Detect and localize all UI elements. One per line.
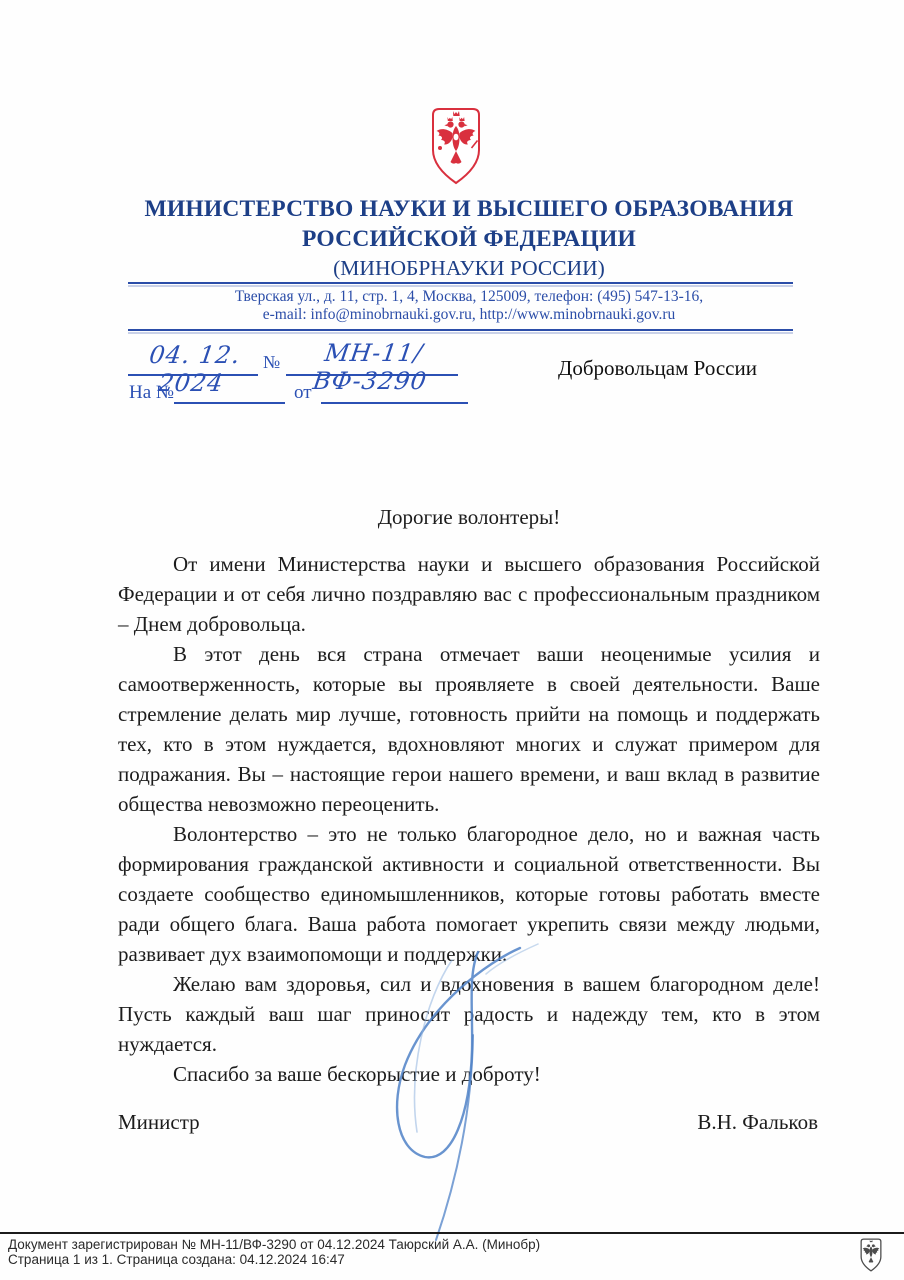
ministry-address xyxy=(118,288,820,324)
salutation: Дорогие волонтеры! xyxy=(377,505,561,529)
coat-of-arms-icon xyxy=(428,104,484,188)
letter-paragraph: В этот день вся страна отмечает ваши неоценимые усилия и самоотверженность, которые вы проявляете в своей деятельности. Ваше стремление делать мир лучше, готовность прийти на помощь и поддержать тех, кто в этом нуждается, вдохновляют многих и служат примером для подражания. Вы – настоящие герои нашего времени, и ваш вклад в развитие общества невозможно переоценить. xyxy=(118,642,820,816)
header-rule-top xyxy=(128,282,793,284)
letter-body xyxy=(118,502,820,1089)
footer-page-line: Страница 1 из 1. Страница создана: 04.12.2024 16:47 xyxy=(8,1251,345,1267)
addressee: Добровольцам России xyxy=(558,356,757,380)
signer-title: Министр xyxy=(118,1110,200,1134)
ministry-name-line2: РОССИЙСКОЙ ФЕДЕРАЦИИ xyxy=(302,226,636,252)
letterhead xyxy=(118,194,820,282)
letter-paragraph: Спасибо за ваше бескорыстие и доброту! xyxy=(173,1062,541,1086)
reply-number-label: На № xyxy=(129,382,175,403)
footer-emblem-icon xyxy=(858,1237,884,1273)
registration-stamp xyxy=(8,1238,540,1267)
address-line-1: Тверская ул., д. 11, стр. 1, 4, Москва, 125009, телефон: (495) 547-13-16, xyxy=(234,288,704,305)
address-line-2: e-mail: info@minobrnauki.gov.ru, http://www.minobrnauki.gov.ru xyxy=(262,306,676,323)
handwritten-date: 04. 12. 2024 xyxy=(147,341,243,397)
ministry-short-name: (МИНОБРНАУКИ РОССИИ) xyxy=(333,256,605,280)
handwritten-number: МН-11/ВФ-3290 xyxy=(311,339,429,395)
signature-row xyxy=(118,1110,818,1135)
reply-date-blank xyxy=(321,384,468,404)
footer-rule xyxy=(0,1232,904,1234)
reply-date-label: от xyxy=(294,382,312,403)
letter-paragraph: Желаю вам здоровья, сил и вдохновения в вашем благородном деле! Пусть каждый ваш шаг приносит радость и надежду тем, кто в этом нуждается. xyxy=(118,972,820,1056)
ministry-name-line1: МИНИСТЕРСТВО НАУКИ И ВЫСШЕГО ОБРАЗОВАНИЯ xyxy=(144,196,794,222)
signer-name: В.Н. Фальков xyxy=(697,1110,818,1134)
reply-number-blank xyxy=(174,384,285,404)
letter-paragraph: Волонтерство – это не только благородное дело, но и важная часть формирования гражданской активности и социальной ответственности. Вы создаете сообщество единомышленников, которые готовы работать вместе ради общего блага. Ваша работа помогает укрепить связи между людьми, развивает дух взаимопомощи и поддержки. xyxy=(118,822,820,966)
number-sign: № xyxy=(263,352,281,372)
header-rule-bottom xyxy=(128,329,793,331)
footer-registration-line: Документ зарегистрирован № МН-11/ВФ-3290 от 04.12.2024 Таюрский А.А. (Минобр) xyxy=(8,1237,541,1252)
letter-paragraph: От имени Министерства науки и высшего образования Российской Федерации и от себя лично поздравляю вас с профессиональным праздником – Днем добровольца. xyxy=(118,552,820,636)
